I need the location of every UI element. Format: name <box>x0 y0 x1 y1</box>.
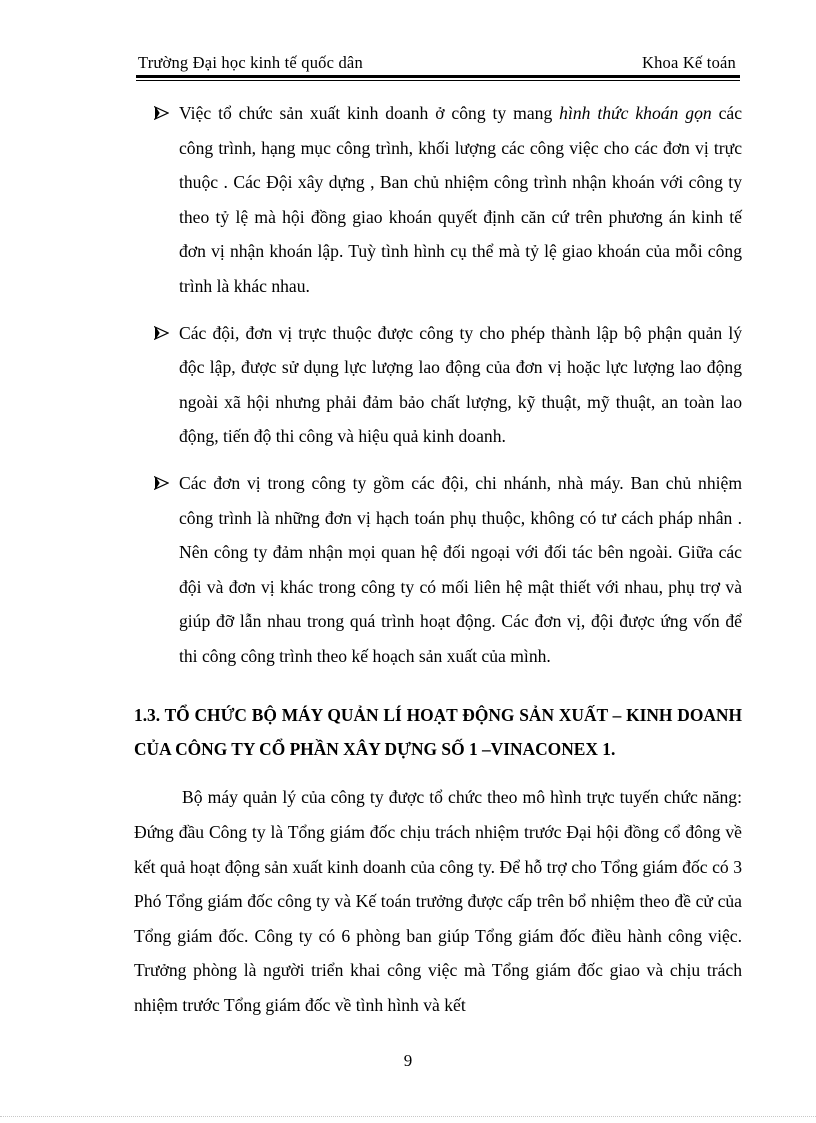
page-header <box>136 48 740 76</box>
bullet-1-text-start: Việc tổ chức sản xuất kinh doanh ở công ty mang <box>179 103 560 123</box>
arrowhead-bullet-icon <box>154 96 170 131</box>
page-bottom-border <box>0 1116 816 1117</box>
bullet-item-2 <box>134 316 742 454</box>
bullet-1-italic-term: hình thức khoán gọn <box>559 103 712 123</box>
header-rule-thick <box>136 75 740 78</box>
page-body <box>134 96 742 1022</box>
arrowhead-bullet-icon <box>154 466 170 501</box>
bullet-item-3 <box>134 466 742 674</box>
page-number: 9 <box>403 1051 413 1070</box>
bullet-3-text: Các đơn vị trong công ty gồm các đội, chi nhánh, nhà máy. Ban chủ nhiệm công trình là những đơn vị hạch toán phụ thuộc, không có tư cách pháp nhân . Nên công ty đảm nhận mọi quan hệ đối ngoại với đối tác bên ngoài. Giữa các đội và đơn vị khác trong công ty có mối liên hệ mật thiết với nhau, phụ trợ và giúp đỡ lẫn nhau trong quá trình hoạt động. Các đơn vị, đội được ứng vốn để thi công công trình theo kế hoạch sản xuất của mình. <box>179 472 742 666</box>
header-university: Trường Đại học kinh tế quốc dân <box>138 53 363 72</box>
header-faculty: Khoa Kế toán <box>641 53 736 72</box>
bullet-item-1 <box>134 96 742 304</box>
body-paragraph: Bộ máy quản lý của công ty được tổ chức theo mô hình trực tuyến chức năng: Đứng đầu Công ty là Tổng giám đốc chịu trách nhiệm trước Đại hội đồng cổ đông về kết quả hoạt động sản xuất kinh doanh của công ty. Để hỗ trợ cho Tổng giám đốc có 3 Phó Tổng giám đốc công ty và Kế toán trưởng được cấp trên bổ nhiệm theo đề cử của Tổng giám đốc. Công ty có 6 phòng ban giúp Tổng giám đốc điều hành công việc. Trưởng phòng là người triển khai công việc mà Tổng giám đốc giao và chịu trách nhiệm trước Tổng giám đốc về tình hình và kết <box>134 787 742 1015</box>
bullet-2-text: Các đội, đơn vị trực thuộc được công ty cho phép thành lập bộ phận quản lý độc lập, được sử dụng lực lượng lao động của đơn vị hoặc lực lượng lao động ngoài xã hội nhưng phải đảm bảo chất lượng, kỹ thuật, mỹ thuật, an toàn lao động, tiến độ thi công và hiệu quả kinh doanh. <box>179 322 742 447</box>
header-rule-thin <box>136 80 740 81</box>
bullet-1-text-end: các công trình, hạng mục công trình, khối lượng các công việc cho các đơn vị trực thuộc . Các Đội xây dựng , Ban chủ nhiệm công trình nhận khoán với công ty theo tỷ lệ mà hội đồng giao khoán quyết định căn cứ trên phương án kinh tế đơn vị nhận khoán lập. Tuỳ tình hình cụ thể mà tỷ lệ giao khoán của mỗi công trình là khác nhau. <box>179 103 743 296</box>
arrowhead-bullet-icon <box>154 316 170 351</box>
section-heading: 1.3. TỔ CHỨC BỘ MÁY QUẢN LÍ HOẠT ĐỘNG SẢN XUẤT – KINH DOANH CỦA CÔNG TY CỔ PHẦN XÂY DỰNG SỐ 1 –VINACONEX 1. <box>134 704 742 759</box>
